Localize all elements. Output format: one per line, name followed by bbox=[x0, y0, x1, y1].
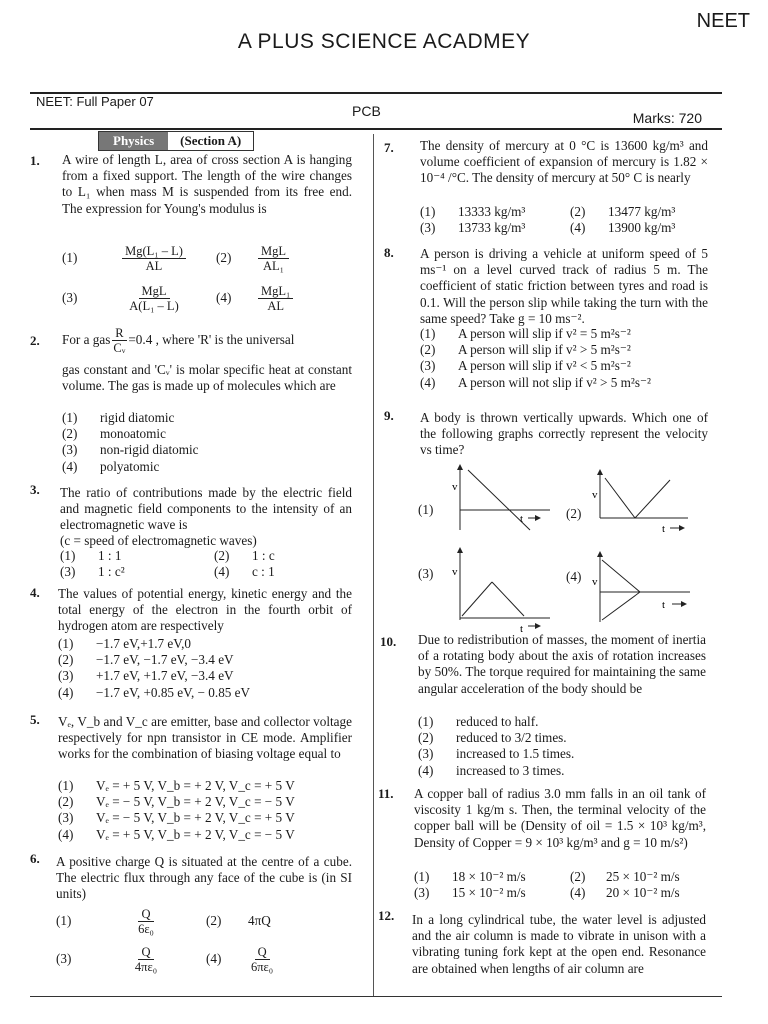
question-text-3: The ratio of contributions made by the electric field and magnetic field components to the intensity of an electromagnetic wave is bbox=[60, 485, 352, 533]
paper-title: NEET: Full Paper 07 bbox=[36, 94, 154, 109]
marks-label: Marks: 720 bbox=[632, 110, 702, 126]
option-3-fraction: $\frac{Q}{\text{4πε₀}}$ bbox=[134, 944, 158, 974]
graph-3 bbox=[452, 548, 550, 635]
question-number-2: 2. bbox=[30, 333, 40, 348]
header-rule-bottom bbox=[30, 128, 722, 130]
graph-option-4-label: (4) bbox=[566, 569, 582, 584]
question-number-10: 10. bbox=[380, 634, 397, 649]
question-11-options: (1) 18 × 10⁻² m/s (2) 25 × 10⁻² m/s (3) 15 × 10⁻² m/s (4) 20 × 10⁻² m/s bbox=[414, 869, 680, 901]
column-divider bbox=[373, 134, 374, 996]
question-6-options: (1) $\frac{Q}{\text{6ε₀}}$ (2) 4πQ (3) $\frac{Q}{\text{4πε₀}}$ (4) $\frac{Q}{\text{6πε₀}}$ bbox=[56, 904, 352, 976]
question-text-4: The values of potential energy, kinetic energy and the total energy of the electron in the fourth orbit of hydrogen atom are respectively bbox=[58, 586, 352, 634]
graph-option-3-label: (3) bbox=[418, 566, 434, 581]
t-axis-label: t bbox=[520, 513, 524, 525]
institute-title: A PLUS SCIENCE ACADMEY bbox=[237, 30, 531, 53]
question-text-9: A body is thrown vertically upwards. Which one of the following graphs correctly represent the velocity vs time? bbox=[420, 410, 708, 458]
option-4-fraction: $\frac{\text{MgL₁}}{AL}$ bbox=[258, 284, 293, 313]
question-number-1: 1. bbox=[30, 153, 40, 168]
question-number-8: 8. bbox=[384, 245, 394, 260]
question-2-options: (1) rigid diatomic (2) monoatomic (3) non-rigid diatomic (4) polyatomic bbox=[62, 410, 199, 474]
question-text-10: Due to redistribution of masses, the moment of inertia of a rotating body about the axis of rotation increases by 50%. The torque required for maintaining the same angular acceleration of the body should be bbox=[418, 632, 706, 696]
question-text-11: A copper ball of radius 3.0 mm falls in an oil tank of viscosity 1 kg/m s. Then, the terminal velocity of the copper ball will be (Density of oil = 1.5 × 10³ kg/m³, Density of Copper = 9 × 10³ kg/m³ and g = 10 m/s²) bbox=[414, 786, 706, 850]
option-1-fraction: $\frac{\text{Mg(L₁ – L)}}{AL}$ bbox=[104, 244, 204, 273]
question-text-6: A positive charge Q is situated at the centre of a cube. The electric flux through any face of the cube is (in SI units) bbox=[56, 854, 352, 902]
question-number-4: 4. bbox=[30, 585, 40, 600]
velocity-time-graphs bbox=[440, 460, 700, 635]
question-number-12: 12. bbox=[378, 908, 395, 923]
v-axis-label: v bbox=[452, 481, 458, 493]
subject-group: PCB bbox=[352, 103, 381, 119]
subject-badge: Physics bbox=[99, 132, 168, 150]
question-number-6: 6. bbox=[30, 851, 40, 866]
question-text-2b: gas constant and 'Cᵥ' is molar specific heat at constant volume. The gas is made up of molecules which are bbox=[62, 362, 352, 394]
section-header bbox=[98, 131, 254, 151]
question-1-options bbox=[62, 240, 362, 316]
graph-4 bbox=[592, 552, 690, 622]
option-1-fraction: $\frac{Q}{\text{6ε₀}}$ bbox=[138, 906, 154, 936]
graph-option-2-label: (2) bbox=[566, 506, 582, 521]
question-text-8: A person is driving a vehicle at uniform speed of 5 ms⁻¹ on a level curved track of radius 5 m. The coefficient of static friction between tyres and road is 0.1. Will the person slip while taking the turn with the same speed? Take g = 10 ms⁻². bbox=[420, 246, 708, 326]
question-4-options: (1) −1.7 eV,+1.7 eV,0 (2) −1.7 eV, −1.7 eV, −3.4 eV (3) +1.7 eV, +1.7 eV, −3.4 eV (4) −1.7 eV, +0.85 eV, − 0.85 eV bbox=[58, 636, 251, 700]
question-7-options: (1) 13333 kg/m³ (2) 13477 kg/m³ (3) 13733 kg/m³ (4) 13900 kg/m³ bbox=[420, 204, 676, 236]
question-number-5: 5. bbox=[30, 712, 40, 727]
question-text-5: Vₑ, V_b and V_c are emitter, base and collector voltage respectively for npn transistor in CE mode. Amplifier works for the combination of biasing voltage equal to bbox=[58, 714, 352, 762]
question-10-options: (1) reduced to half. (2) reduced to 3/2 times. (3) increased to 1.5 times. (4) increased to 3 times. bbox=[418, 714, 575, 778]
option-number: (4) bbox=[216, 289, 232, 305]
question-8-options: (1) A person will slip if v² = 5 m²s⁻² (2) A person will slip if v² > 5 m²s⁻² (3) A person will slip if v² < 5 m²s⁻² (4) A person will not slip if v² > 5 m²s⁻² bbox=[420, 326, 651, 390]
exam-tag: NEET bbox=[696, 10, 750, 32]
gas-ratio-fraction: $\frac{R}{\text{Cᵥ}}$ bbox=[113, 326, 126, 355]
option-4-fraction: $\frac{Q}{\text{6πε₀}}$ bbox=[251, 944, 274, 974]
question-text-1: A wire of length L, area of cross section A is hanging from a fixed support. The length of the wire changes to L₁ when mass M is suspended from its free end. The expression for Young's modulus is bbox=[62, 152, 352, 216]
question-text-2: For a gas $\frac{R}{\text{Cᵥ}}$ =0.4 , where 'R' is the universal bbox=[62, 326, 295, 355]
option-number: (3) bbox=[62, 289, 78, 305]
svg-text:t: t bbox=[520, 623, 524, 635]
question-3-note: (c = speed of electromagnetic waves) bbox=[60, 533, 257, 548]
svg-text:v: v bbox=[592, 489, 598, 501]
svg-text:v: v bbox=[452, 566, 458, 578]
option-number: (1) bbox=[62, 249, 78, 265]
graph-2 bbox=[592, 470, 688, 535]
section-label: (Section A) bbox=[180, 133, 242, 148]
question-number-3: 3. bbox=[30, 482, 40, 497]
svg-text:t: t bbox=[662, 523, 666, 535]
question-text-7: The density of mercury at 0 °C is 13600 kg/m³ and volume coefficient of expansion of mercury is 1.82 × 10⁻⁴ /°C. The density of mercury at 50° C is nearly bbox=[420, 138, 708, 186]
question-text-12: In a long cylindrical tube, the water level is adjusted and the air column is made to vibrate in unison with a vibrating tuning fork kept at the open end. Resonance are obtained when lengths of air column are bbox=[412, 912, 706, 976]
graph-1 bbox=[452, 465, 550, 530]
svg-text:t: t bbox=[662, 599, 666, 611]
question-number-7: 7. bbox=[384, 140, 394, 155]
option-3-fraction: $\frac{\text{MgL}}{\text{A(L₁ – L)}}$ bbox=[129, 283, 179, 313]
question-number-11: 11. bbox=[378, 786, 394, 801]
option-2-fraction: $\frac{\text{MgL}}{\text{AL₁}}$ bbox=[258, 244, 289, 273]
question-5-options: (1) Vₑ = + 5 V, V_b = + 2 V, V_c = + 5 V (2) Vₑ = − 5 V, V_b = + 2 V, V_c = − 5 V (3) Vₑ = − 5 V, V_b = + 2 V, V_c = + 5 V (4) Vₑ = + 5 V, V_b = + 2 V, V_c = − 5 V bbox=[58, 778, 295, 842]
question-number-9: 9. bbox=[384, 408, 394, 423]
option-number: (2) bbox=[216, 249, 232, 265]
graph-option-1-label: (1) bbox=[418, 502, 434, 517]
svg-text:v: v bbox=[592, 576, 598, 588]
footer-rule bbox=[30, 996, 722, 997]
question-3-options: (1) 1 : 1 (2) 1 : c (3) 1 : c² (4) c : 1 bbox=[60, 548, 275, 580]
